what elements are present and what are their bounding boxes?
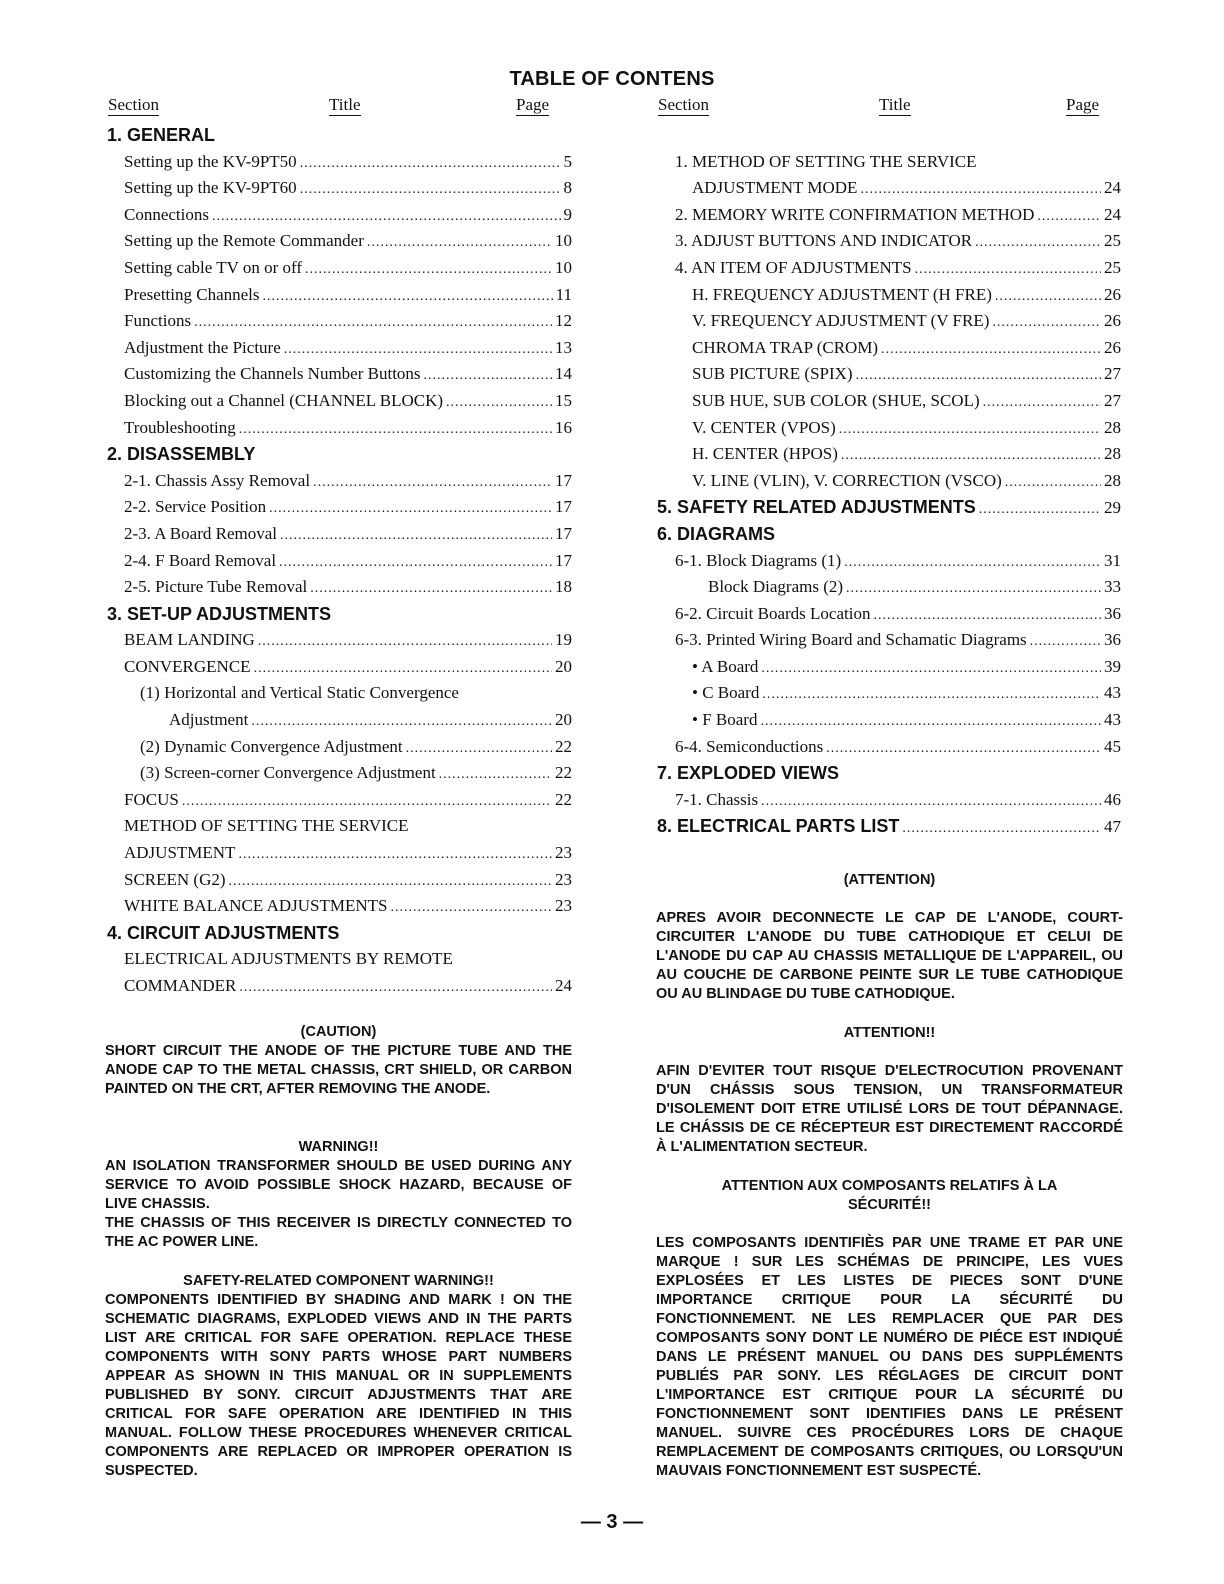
attention-isolation-notice-fr [656,1024,1123,1157]
toc-page-number: 19 [555,630,572,650]
attention2-heading: ATTENTION!! [843,1025,936,1041]
toc-entry [107,574,572,601]
toc-entry-title: 4. AN ITEM OF ADJUSTMENTS [675,257,912,277]
toc-entry [657,468,1121,495]
toc-section-title: 4. CIRCUIT ADJUSTMENTS [107,922,340,943]
toc-page-number: 22 [555,789,572,809]
toc-entry-title: CHROMA TRAP (CROM) [692,337,879,357]
toc-section-heading [107,122,572,149]
toc-page-number: 23 [555,843,572,863]
toc-page-number: 27 [1104,390,1121,410]
toc-entry-title: 6-1. Block Diagrams (1) [675,550,842,570]
page-number: — 3 — [580,1511,644,1533]
toc-entry [657,627,1121,654]
toc-entry [107,627,572,654]
toc-section-heading [107,920,572,947]
toc-page-number: 5 [563,151,572,171]
toc-entry [107,521,572,548]
toc-right-column [657,96,1121,840]
dot-leader [406,736,552,763]
attention2-text: AFIN D'EVITER TOUT RISQUE D'ELECTROCUTION PROVENANT D'UN CHÁSSIS SOUS TENSION, UN TRANSFORMATEUR D'ISOLEMENT DOIT ETRE UTILISÉ LORS DE TOUT DÉPANNAGE. LE CHÁSSIS DE CE RÉCEPTEUR EST DIRECTEMENT RACCORDÉ À L'ALIMENTATION SECTEUR. [656,1063,1123,1155]
safety-warning-heading: SAFETY-RELATED COMPONENT WARNING!! [183,1273,494,1289]
toc-page-number: 20 [555,710,572,730]
dot-leader [1037,204,1101,231]
toc-page-number: 16 [555,417,572,437]
dot-leader [760,709,1101,736]
dot-leader [239,975,552,1002]
dot-leader [212,204,561,231]
toc-entry [107,813,572,840]
toc-entry-title: BEAM LANDING [124,630,255,650]
toc-entry [657,574,1121,601]
toc-entry-title: Block Diagrams (2) [708,577,844,597]
toc-entry [657,388,1121,415]
page-column-header: Page [516,95,550,114]
toc-page-number: 43 [1104,710,1121,730]
section-column-header: Section [108,95,159,114]
toc-section-heading [107,601,572,628]
toc-entry [657,308,1121,335]
toc-section-title: 1. GENERAL [107,125,216,145]
dot-leader [391,895,553,922]
toc-entry [107,680,572,707]
section-column-header: Section [658,95,709,114]
toc-entry-title: COMMANDER [124,976,237,995]
toc-entry [657,734,1121,761]
toc-entry-title: Customizing the Channels Number Buttons [124,364,421,384]
dot-leader [424,363,552,390]
dot-leader [881,337,1101,364]
dot-leader [300,151,561,178]
toc-entry [107,494,572,521]
toc-entry [657,415,1121,442]
toc-entry [657,361,1121,388]
toc-entry [657,441,1121,468]
toc-page-number: 22 [555,763,572,783]
toc-entry [107,734,572,761]
toc-entry-title: Setting up the KV-9PT60 [124,178,297,198]
toc-page-number: 33 [1104,577,1121,597]
dot-leader [856,363,1101,390]
toc-entry [107,388,572,415]
dot-leader [229,869,552,896]
toc-page-number: 17 [555,497,572,517]
toc-section-title: 6. DIAGRAMS [657,523,776,544]
warning-text-direct-connection: THE CHASSIS OF THIS RECEIVER IS DIRECTLY CONNECTED TO THE AC POWER LINE. [105,1215,572,1250]
toc-entry-title: Blocking out a Channel (CHANNEL BLOCK) [124,390,444,410]
composants-text: LES COMPOSANTS IDENTIFIÈS PAR UNE TRAME ET PAR UNE MARQUE ! SUR LES SCHÉMAS DE PRINCIPE, LES VUES EXPLOSÉES ET LES LISTES DE PIECES SONT D'UNE IMPORTANCE CRITIQUE POUR LA SÉCURITÉ DU FONCTIONNEMENT. NE LES REMPLACER QUE PAR DES COMPOSANTS SONY DONT LE NUMÉRO DE PIÉCE EST INDIQUÉ DANS LE PRÉSENT MANUEL OU DANS DES SUPPLÉMENTS PUBLIÉS PAR SONY. LES RÉGLAGES DE CIRCUIT DONT L'IMPORTANCE EST CRITIQUE POUR LA SÉCURITÉ DU FONCTIONNEMENT SONT IDENTIFIES DANS LE PRÉSENT MANUEL. SUIVRE CES PROCÉDURES LORS DE CHAQUE REMPLACEMENT DE COMPOSANTS CRITIQUES, OU LORSQU'UN MAUVAIS FONCTIONNEMENT EST SUSPECTÉ. [656,1235,1123,1479]
toc-entry [107,468,572,495]
toc-page-number: 24 [1104,178,1121,198]
toc-entry [107,228,572,255]
dot-leader [902,816,1101,843]
dot-leader [300,177,561,204]
toc-entry-title: Presetting Channels [124,284,260,304]
dot-leader [975,230,1101,257]
toc-entry [657,202,1121,229]
toc-page-number: 29 [1104,498,1121,518]
safety-component-warning [105,1272,572,1481]
dot-leader [839,417,1101,444]
toc-entry-title: Troubleshooting [124,417,236,437]
toc-section-heading [657,813,1121,840]
toc-page-number: 31 [1104,550,1121,570]
toc-page-number: 28 [1104,444,1121,464]
toc-entry-title: Functions [124,311,192,331]
toc-page-number: 43 [1104,683,1121,703]
toc-entry-title: Setting up the KV-9PT50 [124,151,297,171]
toc-entry [107,255,572,282]
toc-entry-title: 6-4. Semiconductions [675,736,824,756]
toc-entry-title: Adjustment the Picture [124,337,281,357]
composants-heading: ATTENTION AUX COMPOSANTS RELATIFS À LA SÉCURITÉ!! [721,1178,1058,1213]
dot-leader [841,443,1101,470]
toc-entry [107,361,572,388]
toc-entry [107,760,572,787]
toc-entry [107,946,572,973]
toc-entry-title: 2-3. A Board Removal [124,523,277,543]
toc-page-number: 12 [555,311,572,331]
dot-leader [846,576,1101,603]
toc-page-number: 23 [555,869,572,889]
toc-entry-title: (1) Horizontal and Vertical Static Convergence [140,683,459,703]
toc-page-number: 17 [555,550,572,570]
toc-entry-title: ELECTRICAL ADJUSTMENTS BY REMOTE [124,949,453,969]
toc-page-number: 17 [555,523,572,543]
toc-page-number: 10 [555,231,572,251]
toc-entry-title: V. CENTER (VPOS) [692,417,836,437]
dot-leader [313,470,552,497]
toc-entry-title: • A Board [692,656,759,676]
toc-entry [107,149,572,176]
toc-spacer [657,122,1121,149]
toc-page-number: 27 [1104,364,1121,384]
toc-page-number: 26 [1104,337,1121,357]
dot-leader [761,789,1101,816]
toc-entry-title: H. FREQUENCY ADJUSTMENT (H FRE) [692,284,992,304]
toc-page-number: 24 [555,976,572,995]
dot-leader [1005,470,1101,497]
toc-entry-title: ADJUSTMENT [124,843,236,863]
safety-components-notice-fr [656,1177,1123,1481]
toc-entry [107,175,572,202]
title-column-header: Title [329,95,361,114]
attention-heading: (ATTENTION) [843,872,936,888]
dot-leader [762,682,1101,709]
toc-entry [107,202,572,229]
toc-entry [107,282,572,309]
dot-leader [263,284,553,311]
toc-entry-title: 1. METHOD OF SETTING THE SERVICE [675,151,977,171]
toc-entry-title: METHOD OF SETTING THE SERVICE [124,816,409,836]
toc-entry-title: Connections [124,204,209,224]
toc-page-number: 11 [555,284,572,304]
title-column-header: Title [879,95,911,114]
toc-page-number: 28 [1104,470,1121,490]
toc-page-number: 25 [1104,231,1121,251]
toc-entry [107,548,572,575]
toc-section-title: 8. ELECTRICAL PARTS LIST [657,816,900,837]
toc-page-number: 8 [563,178,572,198]
page-column-header: Page [1066,95,1100,114]
toc-entry-title: 2-5. Picture Tube Removal [124,577,308,597]
toc-entry [107,415,572,442]
warning-text: AN ISOLATION TRANSFORMER SHOULD BE USED DURING ANY SERVICE TO AVOID POSSIBLE SHOCK HAZARD, BECAUSE OF LIVE CHASSIS. [105,1158,572,1212]
toc-page-number: 39 [1104,656,1121,676]
toc-entry-title: Adjustment [169,710,249,730]
toc-page-number: 36 [1104,603,1121,623]
toc-page-number: 45 [1104,736,1121,756]
dot-leader [367,230,552,257]
toc-section-heading [657,521,1121,548]
toc-page-number: 46 [1104,789,1121,809]
toc-page-number: 28 [1104,417,1121,437]
toc-section-heading [107,441,572,468]
dot-leader [239,417,552,444]
toc-entry-title: 2-4. F Board Removal [124,550,277,570]
toc-left-column [107,96,572,1000]
toc-page-number: 10 [555,257,572,277]
toc-entry-title: 3. ADJUST BUTTONS AND INDICATOR [675,231,973,251]
toc-entry-title: Setting cable TV on or off [124,257,303,277]
caution-heading: (CAUTION) [300,1024,377,1040]
dot-leader [269,496,552,523]
toc-page-number: 26 [1104,284,1121,304]
toc-entry-title: (3) Screen-corner Convergence Adjustment [140,763,436,783]
caution-notice [105,1023,572,1099]
toc-entry [657,255,1121,282]
page-title: TABLE OF CONTENS [509,68,715,90]
toc-entry [657,228,1121,255]
toc-entry-title: V. FREQUENCY ADJUSTMENT (V FRE) [692,311,990,331]
toc-page-number: 23 [555,896,572,916]
toc-entry [657,654,1121,681]
toc-entry-title: (2) Dynamic Convergence Adjustment [140,736,403,756]
toc-section-title: 7. EXPLODED VIEWS [657,763,840,784]
toc-entry-title: 2-1. Chassis Assy Removal [124,470,311,490]
dot-leader [983,390,1101,417]
toc-right-list [657,122,1121,840]
toc-entry [657,787,1121,814]
toc-entry [107,893,572,920]
toc-entry-title: 6-3. Printed Wiring Board and Schamatic Diagrams [675,630,1027,650]
toc-entry-title: Setting up the Remote Commander [124,231,364,251]
toc-entry-title: V. LINE (VLIN), V. CORRECTION (VSCO) [692,470,1002,490]
dot-leader [182,789,552,816]
dot-leader [310,576,552,603]
warning-heading: WARNING!! [298,1139,379,1155]
toc-entry [657,548,1121,575]
toc-entry [657,282,1121,309]
dot-leader [844,550,1101,577]
toc-entry [657,707,1121,734]
toc-section-heading [657,760,1121,787]
toc-page-number: 22 [555,736,572,756]
toc-entry [107,707,572,734]
toc-page-number: 9 [563,204,572,224]
toc-page-number: 24 [1104,204,1121,224]
toc-entry-title: FOCUS [124,789,179,809]
toc-entry-title: CONVERGENCE [124,656,251,676]
toc-entry-title: 7-1. Chassis [675,789,759,809]
toc-section-heading [657,494,1121,521]
toc-left-list [107,122,572,1000]
toc-entry [657,601,1121,628]
dot-leader [992,310,1101,337]
toc-entry [657,175,1121,202]
toc-page-number: 17 [555,470,572,490]
toc-entry-title: 2. MEMORY WRITE CONFIRMATION METHOD [675,204,1035,224]
toc-section-title: 2. DISASSEMBLY [107,444,256,465]
toc-page-number: 26 [1104,311,1121,331]
dot-leader [873,603,1101,630]
toc-page-number: 13 [555,337,572,357]
toc-entry-title: • F Board [692,710,758,730]
toc-page-number: 47 [1104,817,1121,837]
toc-entry [107,335,572,362]
dot-leader [194,310,552,337]
toc-section-title: 3. SET-UP ADJUSTMENTS [107,603,332,624]
dot-leader [258,629,552,656]
toc-entry-title: H. CENTER (HPOS) [692,444,838,464]
toc-page-number: 36 [1104,630,1121,650]
toc-entry [657,680,1121,707]
dot-leader [446,390,552,417]
dot-leader [251,709,552,736]
toc-entry [657,335,1121,362]
toc-entry-title: 2-2. Service Position [124,497,267,517]
toc-entry-title: WHITE BALANCE ADJUSTMENTS [124,896,388,916]
toc-page-number: 25 [1104,257,1121,277]
dot-leader [439,762,552,789]
dot-leader [761,656,1101,683]
dot-leader [238,842,552,869]
toc-entry-title: SCREEN (G2) [124,869,226,889]
attention-anode-notice-fr [656,871,1123,1004]
dot-leader [995,284,1101,311]
toc-left-header [107,96,572,122]
caution-text: SHORT CIRCUIT THE ANODE OF THE PICTURE TUBE AND THE ANODE CAP TO THE METAL CHASSIS, CRT SHIELD, OR CARBON PAINTED ON THE CRT, AFTER REMOVING THE ANODE. [105,1043,572,1097]
toc-entry-title: ADJUSTMENT MODE [692,178,858,198]
toc-entry [657,149,1121,176]
toc-entry [107,308,572,335]
toc-section-title: 5. SAFETY RELATED ADJUSTMENTS [657,497,976,518]
dot-leader [860,177,1101,204]
dot-leader [254,656,552,683]
toc-right-header [657,96,1121,122]
toc-entry [107,840,572,867]
attention-text: APRES AVOIR DECONNECTE LE CAP DE L'ANODE, COURT-CIRCUITER L'ANODE DU TUBE CATHODIQUE ET CELUI DE L'ANODE DU CAP AU CHASSIS METALLIQUE DE L'APPAREIL, OU AU COUCHE DE CARBONE PEINTE SUR LE TUBE CATHODIQUE OU AU BLINDAGE DU TUBE CATHODIQUE. [656,910,1123,1002]
toc-entry-title: 6-2. Circuit Boards Location [675,603,871,623]
toc-entry-title: • C Board [692,683,760,703]
dot-leader [826,736,1101,763]
toc-entry-title: SUB PICTURE (SPIX) [692,364,853,384]
warning-notice [105,1138,572,1252]
dot-leader [979,497,1101,524]
safety-warning-text: COMPONENTS IDENTIFIED BY SHADING AND MARK ! ON THE SCHEMATIC DIAGRAMS, EXPLODED VIEWS AND IN THE PARTS LIST ARE CRITICAL FOR SAFE OPERATION. REPLACE THESE COMPONENTS WITH SONY PARTS WHOSE PART NUMBERS APPEAR AS SHOWN IN THIS MANUAL OR IN SUPPLEMENTS PUBLISHED BY SONY. CIRCUIT ADJUSTMENTS THAT ARE CRITICAL FOR SAFE OPERATION ARE IDENTIFIED IN THIS MANUAL. FOLLOW THESE PROCEDURES WHENEVER CRITICAL COMPONENTS ARE REPLACED OR IMPROPER OPERATION IS SUSPECTED. [105,1292,572,1479]
dot-leader [1030,629,1101,656]
toc-page-number: 20 [555,656,572,676]
toc-page-number: 14 [555,364,572,384]
toc-entry [107,867,572,894]
dot-leader [305,257,552,284]
dot-leader [915,257,1101,284]
dot-leader [284,337,552,364]
toc-page-number: 18 [555,577,572,597]
dot-leader [279,550,552,577]
toc-entry [107,787,572,814]
toc-page-number: 15 [555,390,572,410]
toc-entry-title: SUB HUE, SUB COLOR (SHUE, SCOL) [692,390,980,410]
toc-entry [107,654,572,681]
dot-leader [280,523,552,550]
toc-entry [107,973,572,1000]
